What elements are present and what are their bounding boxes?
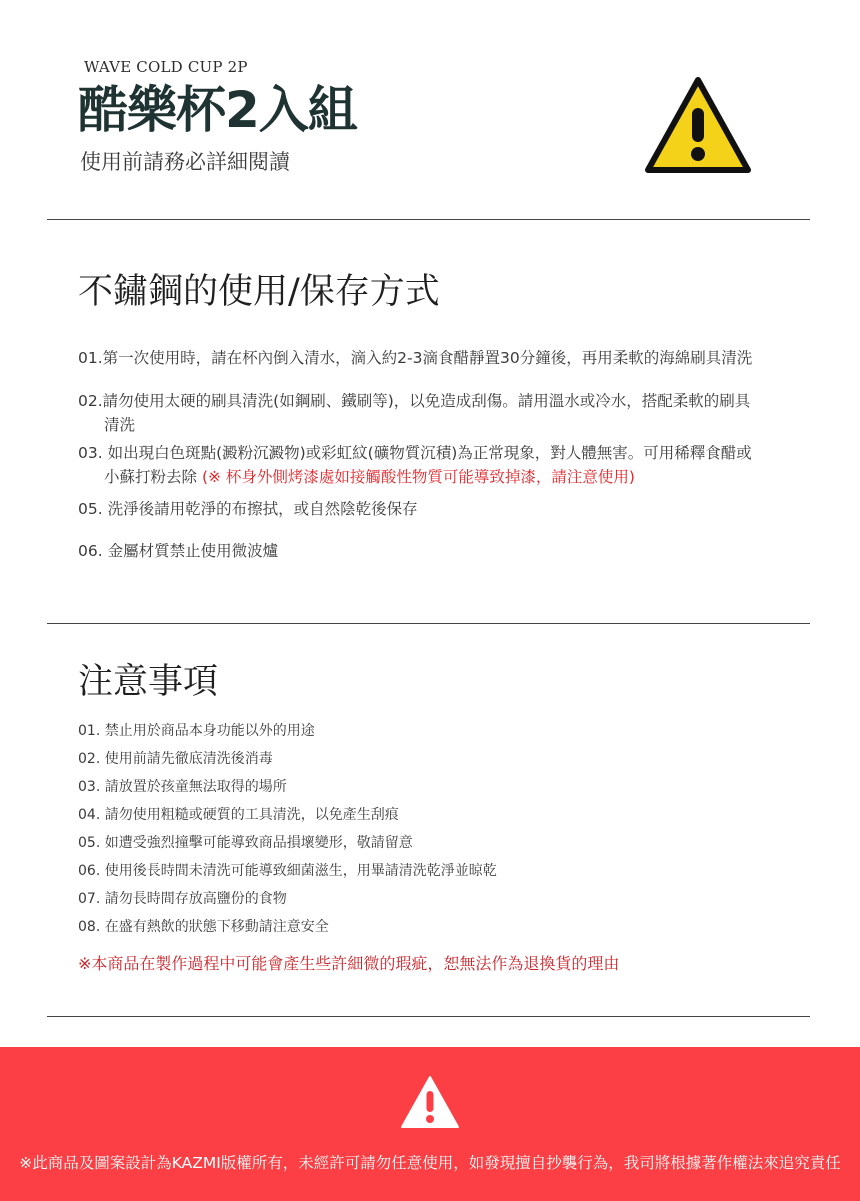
warning-triangle-icon [400,1075,460,1129]
usage-item-text: 06. 金屬材質禁止使用微波爐 [78,542,279,560]
caution-item: 07. 請勿長時間存放高鹽份的食物 [78,891,287,907]
usage-item-text: 01.第一次使用時，請在杯內倒入清水，滴入約2-3滴食醋靜置30分鐘後，再用柔軟的海綿刷具清洗 [78,349,753,367]
caution-item: 04. 請勿使用粗糙或硬質的工具清洗，以免產生刮痕 [78,807,399,823]
defect-notice: ※本商品在製作過程中可能會產生些許細微的瑕疵，恕無法作為退換貨的理由 [78,954,620,973]
usage-item [78,346,778,370]
caution-item: 05. 如遭受強烈撞擊可能導致商品損壞變形，敬請留意 [78,835,413,851]
usage-item [78,389,778,437]
product-subtitle-en: WAVE COLD CUP 2P [84,58,248,76]
read-before-use-tagline: 使用前請務必詳細閱讀 [80,150,290,174]
usage-item [78,539,778,563]
usage-item-text: 03. 如出現白色斑點(澱粉沉澱物)或彩虹紋(礦物質沉積)為正常現象，對人體無害。可用稀釋食醋或 [78,444,752,462]
caution-item: 06. 使用後長時間未清洗可能導致細菌滋生，用畢請清洗乾淨並晾乾 [78,863,497,879]
warning-triangle-icon [643,74,753,178]
usage-item [78,441,778,489]
usage-item-text: 05. 洗淨後請用乾淨的布擦拭，或自然陰乾後保存 [78,500,418,518]
divider [47,1016,810,1017]
usage-item-text-cont: 清洗 [104,416,136,434]
divider [47,623,810,624]
copyright-notice: ※此商品及圖案設計為KAZMI版權所有，未經許可請勿任意使用，如發現擅自抄襲行為，我司將根據著作權法來追究責任 [19,1154,841,1172]
usage-item-text-cont [78,465,778,489]
caution-item: 03. 請放置於孩童無法取得的場所 [78,779,287,795]
caution-item: 02. 使用前請先徹底清洗後消毒 [78,751,273,767]
usage-section-title: 不鏽鋼的使用/保存方式 [78,272,440,312]
divider [47,219,810,220]
usage-item-text: 02.請勿使用太硬的刷具清洗(如鋼刷、鐵刷等)，以免造成刮傷。請用溫水或冷水，搭配柔軟的刷具 [78,392,751,410]
caution-item: 01. 禁止用於商品本身功能以外的用途 [78,723,315,739]
usage-item [78,497,778,521]
caution-item: 08. 在盛有熱飲的狀態下移動請注意安全 [78,919,329,935]
usage-item-text-cont-plain: 小蘇打粉去除 [104,468,202,486]
cautions-section-title: 注意事項 [78,662,219,702]
product-title: 酷樂杯2入組 [78,81,357,139]
paint-warning-text: (※ 杯身外側烤漆處如接觸酸性物質可能導致掉漆，請注意使用) [201,468,635,486]
